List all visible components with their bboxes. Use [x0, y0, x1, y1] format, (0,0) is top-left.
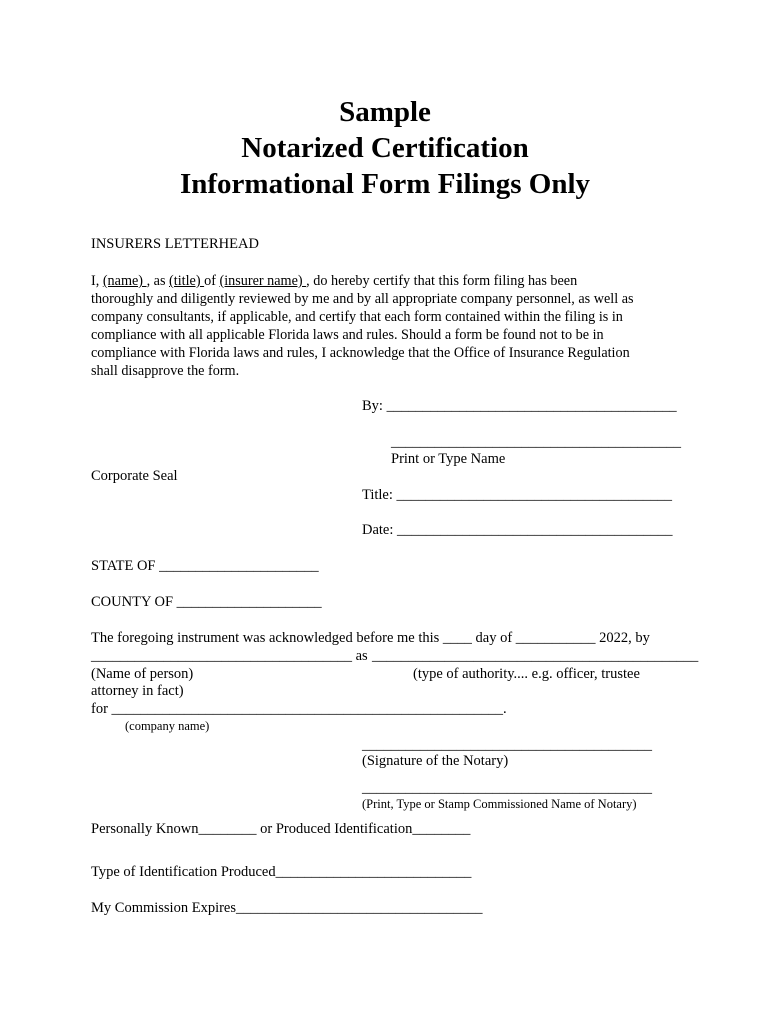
company-for-line[interactable]: for ______________________________________________________. [91, 701, 507, 717]
title-line-2: Notarized Certification [241, 132, 529, 164]
certify-line-1 [91, 272, 681, 290]
title-line-3: Informational Form Filings Only [179, 168, 591, 200]
print-name-label: Print or Type Name [391, 451, 506, 467]
certify-title-blank: (title) [169, 273, 205, 289]
certify-line-6: shall disapprove the form. [91, 363, 240, 379]
print-name-line[interactable]: ________________________________________ [391, 434, 681, 450]
certify-name-blank: (name) [102, 273, 147, 289]
certify-sep1: , as [146, 273, 170, 289]
notary-print-label: (Print, Type or Stamp Commissioned Name of Notary) [362, 797, 637, 811]
date-field[interactable]: Date: ______________________________________ [362, 522, 673, 538]
personally-known-field[interactable]: Personally Known________ or Produced Identification________ [91, 821, 471, 837]
certify-insurer-blank: (insurer name) [219, 273, 307, 289]
certify-rest1: , do hereby certify that this form filing has been [306, 273, 578, 289]
notary-print-line[interactable]: ________________________________________ [362, 780, 652, 796]
authority-type-line[interactable]: _____________________________________________ [372, 648, 699, 664]
acknowledgment-line: The foregoing instrument was acknowledged before me this ____ day of ___________ 2022, by [91, 630, 650, 646]
by-signature-field[interactable]: By: ________________________________________ [362, 398, 677, 414]
certify-sep2: of [204, 273, 220, 289]
person-name-line[interactable]: ____________________________________ as [91, 648, 368, 664]
county-of-field[interactable]: COUNTY OF ____________________ [91, 594, 322, 610]
letterhead-label: INSURERS LETTERHEAD [91, 236, 259, 252]
notary-signature-label: (Signature of the Notary) [362, 753, 509, 769]
corporate-seal-label: Corporate Seal [91, 468, 178, 484]
certify-line-5: compliance with Florida laws and rules, I acknowledge that the Office of Insurance Regulation [91, 345, 630, 361]
certify-line-2: thoroughly and diligently reviewed by me and by all appropriate company personnel, as well as [91, 291, 634, 307]
title-field[interactable]: Title: ______________________________________ [362, 487, 673, 503]
identification-type-field[interactable]: Type of Identification Produced___________________________ [91, 864, 472, 880]
title-line-1: Sample [339, 96, 431, 128]
certify-prefix: I, [91, 273, 103, 289]
name-of-person-label: (Name of person) [91, 666, 194, 682]
certify-line-3: company consultants, if applicable, and certify that each form contained within the filing is in [91, 309, 623, 325]
attorney-in-fact-label: attorney in fact) [91, 683, 184, 699]
document-title [0, 94, 770, 202]
company-name-label: (company name) [125, 719, 210, 733]
commission-expires-field[interactable]: My Commission Expires__________________________________ [91, 900, 483, 916]
notary-signature-line[interactable]: ________________________________________ [362, 737, 652, 753]
certification-paragraph [91, 272, 681, 380]
type-of-authority-label: (type of authority.... e.g. officer, trustee [413, 666, 640, 682]
certify-line-4: compliance with all applicable Florida laws and rules. Should a form be found not to be in [91, 327, 604, 343]
state-of-field[interactable]: STATE OF ______________________ [91, 558, 319, 574]
